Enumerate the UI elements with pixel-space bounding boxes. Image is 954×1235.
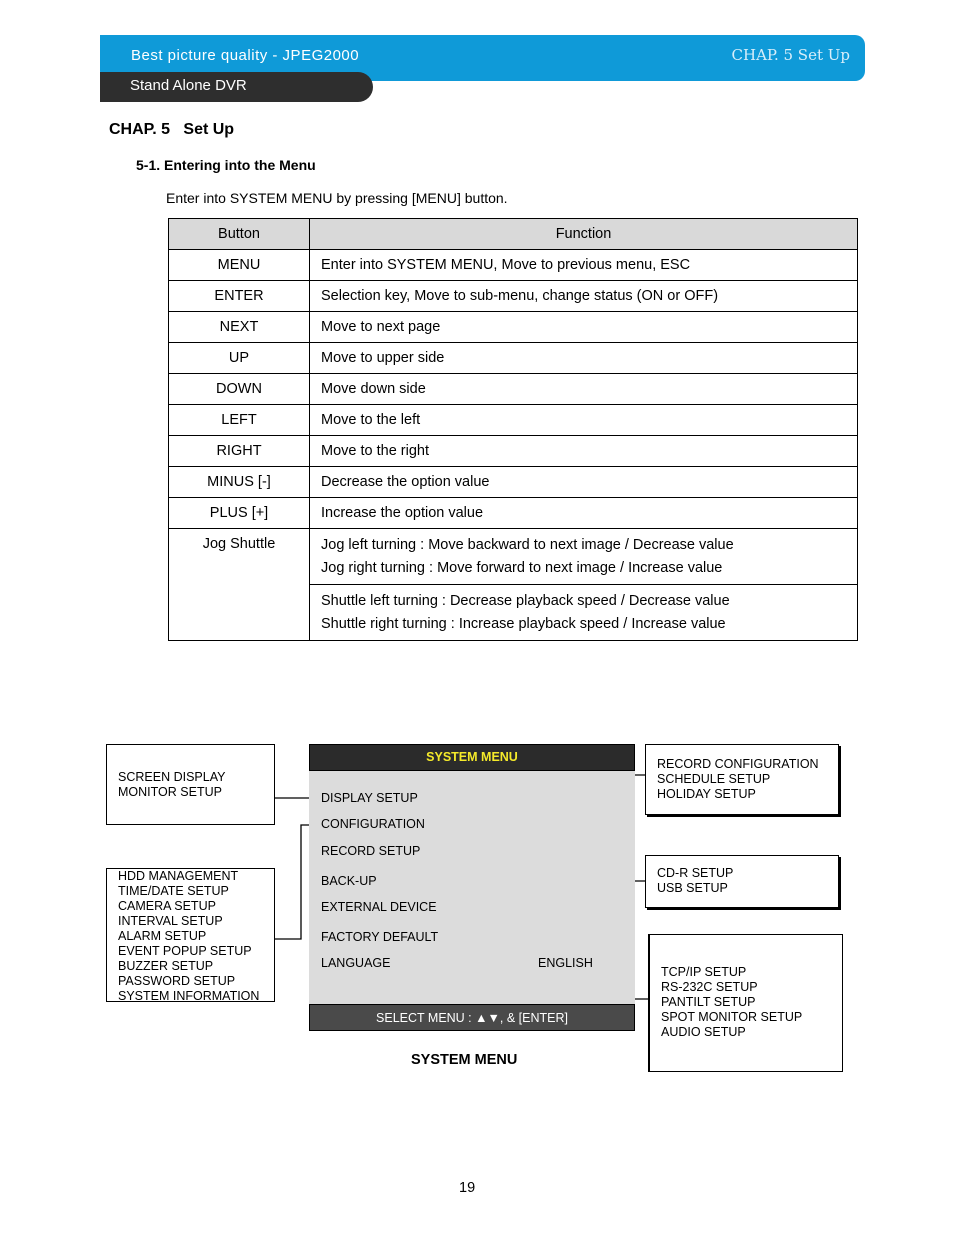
menu-item-external-device[interactable]: EXTERNAL DEVICE xyxy=(321,900,437,914)
submenu-item: SPOT MONITOR SETUP xyxy=(661,1010,803,1024)
submenu-item: TIME/DATE SETUP xyxy=(118,884,229,898)
button-cell-jog: Jog Shuttle xyxy=(169,529,310,641)
function-cell: Move to the left xyxy=(310,405,858,436)
button-cell: MINUS [-] xyxy=(169,467,310,498)
menu-item-backup[interactable]: BACK-UP xyxy=(321,874,377,888)
record-submenu-box xyxy=(645,744,839,815)
function-cell: Increase the option value xyxy=(310,498,858,529)
function-cell: Enter into SYSTEM MENU, Move to previous menu, ESC xyxy=(310,250,858,281)
submenu-item: PASSWORD SETUP xyxy=(118,974,236,988)
function-cell: Move to next page xyxy=(310,312,858,343)
button-cell: PLUS [+] xyxy=(169,498,310,529)
menu-item-display-setup[interactable]: DISPLAY SETUP xyxy=(321,791,418,805)
jog-line: Jog left turning : Move backward to next image / Decrease value xyxy=(321,537,734,553)
submenu-item: TCP/IP SETUP xyxy=(661,965,747,979)
function-cell: Move to the right xyxy=(310,436,858,467)
header-chapter-label: CHAP. 5 Set Up xyxy=(731,46,850,64)
product-name: Stand Alone DVR xyxy=(130,77,247,94)
submenu-item: HDD MANAGEMENT xyxy=(118,869,239,883)
function-cell: Decrease the option value xyxy=(310,467,858,498)
button-cell: NEXT xyxy=(169,312,310,343)
function-cell: Move to upper side xyxy=(310,343,858,374)
submenu-item: SYSTEM INFORMATION xyxy=(118,989,260,1003)
configuration-submenu-box xyxy=(106,868,275,1002)
submenu-item: AUDIO SETUP xyxy=(661,1025,746,1039)
menu-item-factory-default[interactable]: FACTORY DEFAULT xyxy=(321,930,439,944)
menu-item-language[interactable]: LANGUAGE xyxy=(321,956,391,970)
submenu-item: CD-R SETUP xyxy=(657,866,734,880)
submenu-item: SCHEDULE SETUP xyxy=(657,772,771,786)
button-cell: LEFT xyxy=(169,405,310,436)
submenu-item: RS-232C SETUP xyxy=(661,980,758,994)
submenu-item: BUZZER SETUP xyxy=(118,959,214,973)
submenu-item: HOLIDAY SETUP xyxy=(657,787,756,801)
button-cell: DOWN xyxy=(169,374,310,405)
language-value[interactable]: ENGLISH xyxy=(538,956,593,970)
submenu-item: EVENT POPUP SETUP xyxy=(118,944,252,958)
submenu-item: RECORD CONFIGURATION xyxy=(657,757,819,771)
page-number: 19 xyxy=(459,1180,476,1196)
function-cell: Selection key, Move to sub-menu, change status (ON or OFF) xyxy=(310,281,858,312)
submenu-item: USB SETUP xyxy=(657,881,728,895)
header-tagline: Best picture quality - JPEG2000 xyxy=(131,47,360,64)
button-cell: MENU xyxy=(169,250,310,281)
jog-line: Jog right turning : Move forward to next image / Increase value xyxy=(321,560,723,576)
external-device-submenu-box xyxy=(648,934,843,1072)
menu-item-record-setup[interactable]: RECORD SETUP xyxy=(321,844,421,858)
header-button: Button xyxy=(169,219,310,250)
backup-submenu-box xyxy=(645,855,839,908)
submenu-item: SCREEN DISPLAY xyxy=(118,770,226,784)
shuttle-line: Shuttle left turning : Decrease playback speed / Decrease value xyxy=(321,593,730,609)
button-cell: ENTER xyxy=(169,281,310,312)
submenu-item: INTERVAL SETUP xyxy=(118,914,223,928)
submenu-item: ALARM SETUP xyxy=(118,929,207,943)
system-menu-title: SYSTEM MENU xyxy=(309,744,635,771)
section-title: 5-1. Entering into the Menu xyxy=(136,157,316,173)
function-cell: Move down side xyxy=(310,374,858,405)
chapter-title: CHAP. 5 Set Up xyxy=(109,121,235,138)
system-menu-footer: SELECT MENU : ▲▼, & [ENTER] xyxy=(309,1004,635,1031)
button-cell: UP xyxy=(169,343,310,374)
display-submenu-box xyxy=(106,744,275,825)
menu-item-configuration[interactable]: CONFIGURATION xyxy=(321,817,425,831)
button-cell: RIGHT xyxy=(169,436,310,467)
submenu-item: CAMERA SETUP xyxy=(118,899,216,913)
intro-text: Enter into SYSTEM MENU by pressing [MENU] button. xyxy=(166,190,508,206)
shuttle-line: Shuttle right turning : Increase playback speed / Increase value xyxy=(321,616,726,632)
header-function: Function xyxy=(310,219,858,250)
submenu-item: MONITOR SETUP xyxy=(118,785,222,799)
submenu-item: PANTILT SETUP xyxy=(661,995,756,1009)
diagram-caption: SYSTEM MENU xyxy=(411,1052,518,1068)
